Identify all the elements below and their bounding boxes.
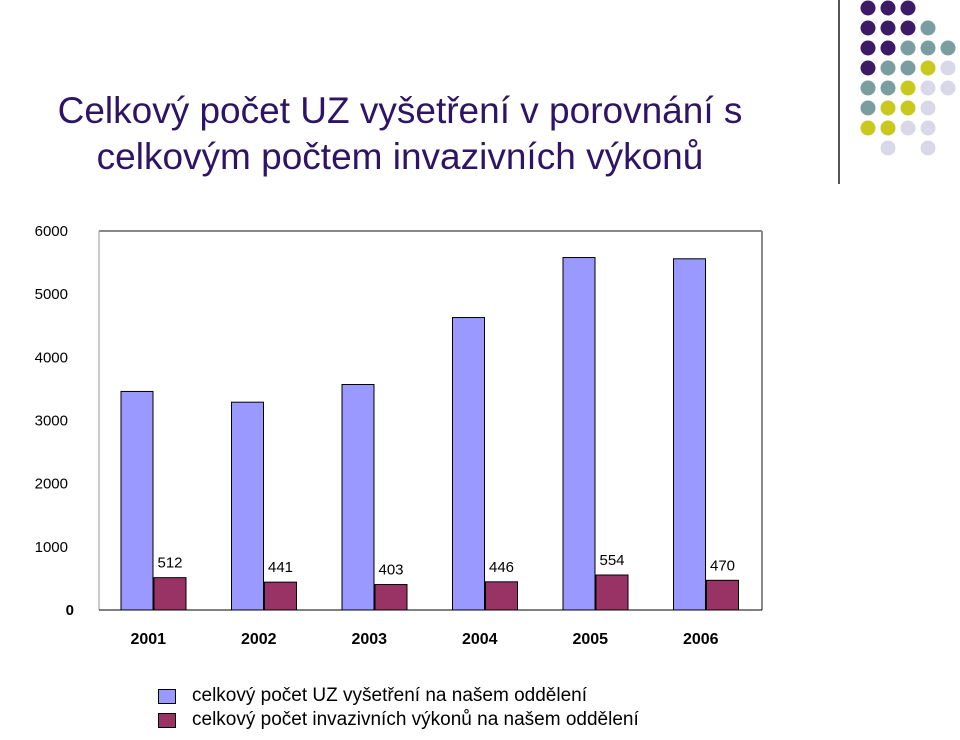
- bar-invasive: [265, 582, 297, 610]
- decorative-dot: [921, 101, 936, 116]
- decorative-dot: [881, 41, 896, 56]
- decorative-dot: [901, 1, 916, 16]
- data-label: 403: [378, 561, 404, 579]
- y-tick-label: 2000: [34, 475, 68, 493]
- bar-uz: [453, 318, 485, 610]
- data-label: 441: [267, 559, 294, 577]
- decorative-dot: [861, 41, 876, 56]
- decorative-dot: [921, 41, 936, 56]
- legend-item-uz: [158, 684, 639, 708]
- bar-uz: [563, 258, 595, 610]
- x-tick-label: 2004: [461, 631, 498, 648]
- decorative-dot: [861, 1, 876, 16]
- decorative-dot: [881, 21, 896, 36]
- y-tick-label: 3000: [34, 412, 68, 430]
- bar-uz: [121, 391, 153, 610]
- data-label: 470: [709, 557, 736, 575]
- data-label: 554: [599, 552, 625, 570]
- legend-item-invasive: [158, 708, 639, 732]
- decorative-dot: [921, 61, 936, 76]
- bar-uz: [232, 402, 264, 610]
- decorative-dot: [921, 21, 936, 36]
- bar-invasive: [154, 578, 186, 610]
- data-label: 446: [488, 558, 515, 576]
- legend-label-uz: celkový počet UZ vyšetření na našem oddělení: [192, 685, 587, 706]
- bar-invasive: [596, 575, 628, 610]
- x-tick-label: 2003: [351, 631, 388, 648]
- y-tick-label: 4000: [34, 349, 68, 367]
- decorative-dot: [881, 61, 896, 76]
- decorative-dot: [941, 81, 956, 96]
- decorative-dot: [881, 141, 896, 156]
- decorative-dot: [861, 61, 876, 76]
- y-tick-label: 6000: [34, 223, 68, 240]
- data-label: 512: [157, 554, 183, 572]
- decorative-dot: [941, 61, 956, 76]
- decorative-dot: [881, 101, 896, 116]
- decorative-dot: [901, 101, 916, 116]
- decorative-dot: [901, 121, 916, 136]
- decorative-dot: [861, 21, 876, 36]
- bar-invasive: [375, 585, 407, 610]
- y-tick-label: 1000: [34, 538, 68, 556]
- y-tick-label: 5000: [34, 286, 68, 304]
- legend-swatch-invasive: [158, 713, 176, 728]
- legend-swatch-uz: [158, 689, 176, 704]
- decorative-dot: [921, 81, 936, 96]
- bar-invasive: [707, 580, 739, 610]
- page-title: [0, 88, 800, 180]
- decorative-dot: [921, 121, 936, 136]
- decorative-dot: [921, 141, 936, 156]
- divider-line: [838, 0, 840, 184]
- decorative-dot: [881, 1, 896, 16]
- legend-label-invasive: celkový počet invazivních výkonů na našem oddělení: [192, 709, 639, 730]
- bar-chart: [0, 200, 960, 670]
- decorative-dot: [901, 61, 916, 76]
- decorative-dot: [861, 81, 876, 96]
- x-tick-label: 2001: [130, 631, 167, 648]
- bar-uz: [342, 384, 374, 610]
- bar-uz: [674, 259, 706, 610]
- y-tick-label: 0: [65, 602, 74, 619]
- bar-invasive: [486, 582, 518, 610]
- title-line-1: Celkový počet UZ vyšetření v porovnání s: [57, 90, 743, 131]
- decorative-dot: [901, 41, 916, 56]
- x-tick-label: 2002: [240, 631, 277, 648]
- decorative-dot: [901, 81, 916, 96]
- x-tick-label: 2005: [572, 631, 609, 648]
- title-line-2: celkovým počtem invazivních výkonů: [96, 136, 704, 177]
- decorative-dot: [941, 41, 956, 56]
- x-tick-label: 2006: [682, 631, 719, 648]
- chart-legend: [158, 684, 639, 732]
- decorative-dot: [881, 121, 896, 136]
- decorative-dot: [861, 101, 876, 116]
- decorative-dot: [861, 121, 876, 136]
- decorative-dot-grid: [850, 0, 960, 160]
- decorative-dot: [901, 21, 916, 36]
- decorative-dot: [881, 81, 896, 96]
